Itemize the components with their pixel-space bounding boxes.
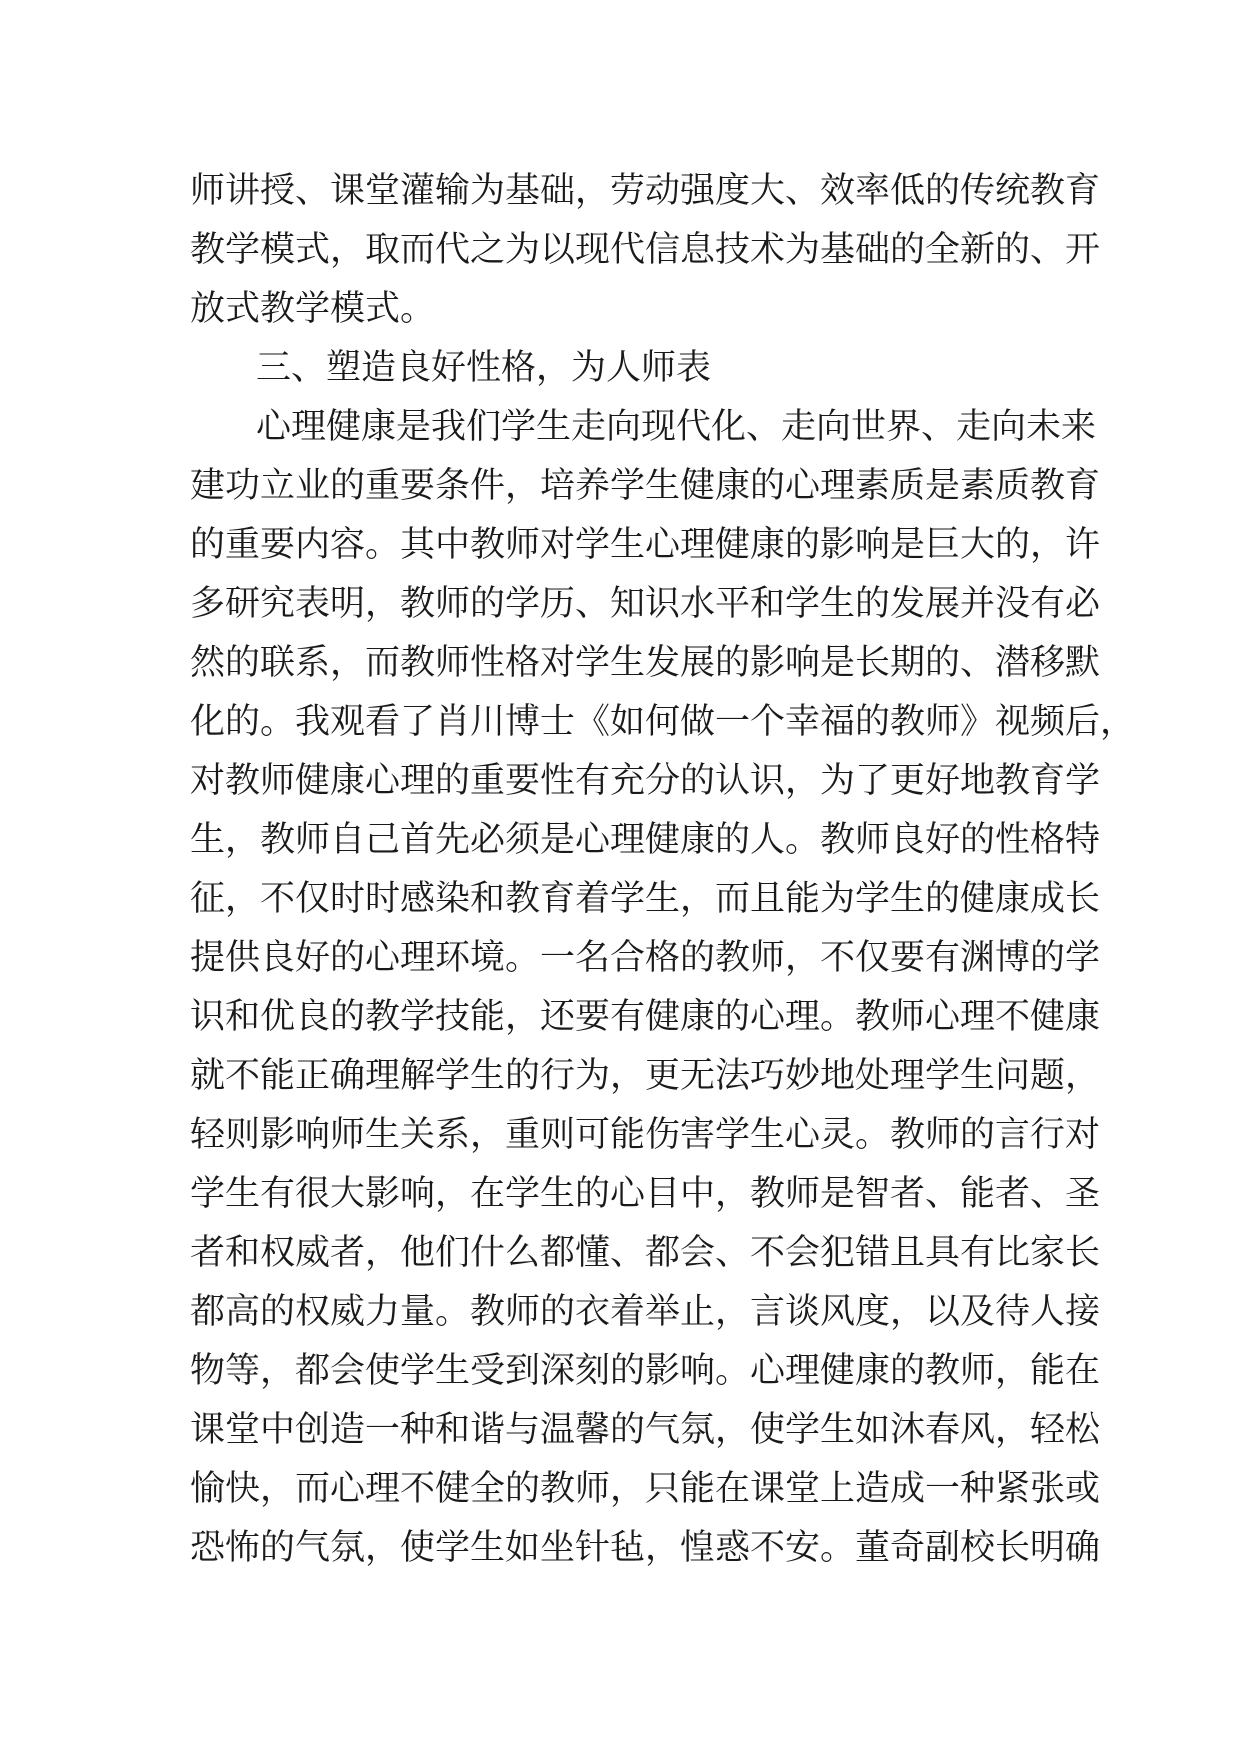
- text-line: 者和权威者，他们什么都懂、都会、不会犯错且具有比家长: [190, 1233, 1101, 1273]
- section-heading: 三、塑造良好性格，为人师表: [256, 348, 712, 388]
- text-line: 放式教学模式。: [190, 289, 436, 329]
- text-line: 师讲授、课堂灌输为基础，劳动强度大、效率低的传统教育: [190, 171, 1101, 211]
- text-line: 教学模式，取而代之为以现代信息技术为基础的全新的、开: [190, 230, 1101, 270]
- text-line: 化的。我观看了肖川博士《如何做一个幸福的教师》视频后，: [190, 702, 1136, 742]
- text-line: 征，不仅时时感染和教育着学生，而且能为学生的健康成长: [190, 879, 1101, 919]
- text-line: 生，教师自己首先必须是心理健康的人。教师良好的性格特: [190, 820, 1101, 860]
- text-line: 心理健康是我们学生走向现代化、走向世界、走向未来: [256, 407, 1097, 447]
- text-line: 然的联系，而教师性格对学生发展的影响是长期的、潜移默: [190, 643, 1101, 683]
- text-line: 课堂中创造一种和谐与温馨的气氛，使学生如沐春风，轻松: [190, 1410, 1101, 1450]
- text-line: 恐怖的气氛，使学生如坐针毡，惶惑不安。董奇副校长明确: [190, 1528, 1101, 1568]
- text-line: 轻则影响师生关系，重则可能伤害学生心灵。教师的言行对: [190, 1115, 1101, 1155]
- text-line: 的重要内容。其中教师对学生心理健康的影响是巨大的，许: [190, 525, 1101, 565]
- text-line: 多研究表明，教师的学历、知识水平和学生的发展并没有必: [190, 584, 1101, 624]
- text-line: 识和优良的教学技能，还要有健康的心理。教师心理不健康: [190, 997, 1101, 1037]
- text-line: 就不能正确理解学生的行为，更无法巧妙地处理学生问题，: [190, 1056, 1101, 1096]
- text-line: 建功立业的重要条件，培养学生健康的心理素质是素质教育: [190, 466, 1101, 506]
- text-line: 愉快，而心理不健全的教师，只能在课堂上造成一种紧张或: [190, 1469, 1101, 1509]
- text-line: 对教师健康心理的重要性有充分的认识，为了更好地教育学: [190, 761, 1101, 801]
- text-line: 都高的权威力量。教师的衣着举止，言谈风度，以及待人接: [190, 1292, 1101, 1332]
- text-line: 提供良好的心理环境。一名合格的教师，不仅要有渊博的学: [190, 938, 1101, 978]
- text-line: 物等，都会使学生受到深刻的影响。心理健康的教师，能在: [190, 1351, 1101, 1391]
- text-line: 学生有很大影响，在学生的心目中，教师是智者、能者、圣: [190, 1174, 1101, 1214]
